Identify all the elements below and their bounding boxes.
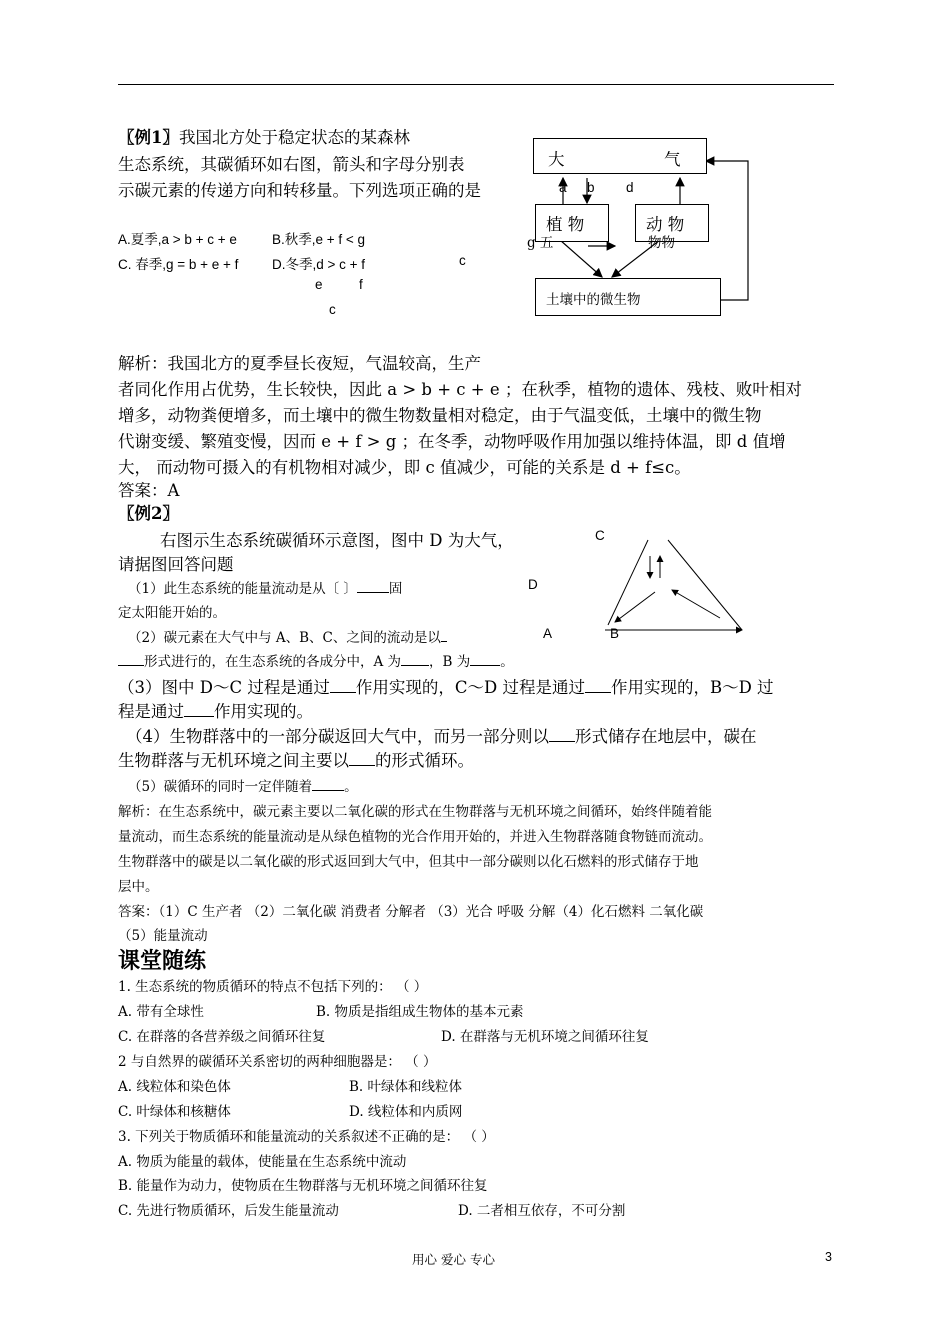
atmosphere-label-left: 大 bbox=[548, 150, 565, 169]
practice-q2-option-c: C. 叶绿体和核糖体 bbox=[118, 1104, 231, 1120]
atmosphere-label-right: 气 bbox=[664, 150, 681, 169]
practice-q2-option-d: D. 线粒体和内质网 bbox=[349, 1104, 463, 1120]
plant-label: 植 物 bbox=[546, 215, 585, 234]
practice-q3: 3. 下列关于物质循环和能量流动的关系叙述不正确的是： （ ） bbox=[118, 1129, 495, 1145]
practice-q2-option-a: A. 线粒体和染色体 bbox=[118, 1079, 231, 1095]
example2-analysis-3: 生物群落中的碳是以二氧化碳的形式返回到大气中，但其中一部分碳则以化石燃料的形式储存于地 bbox=[118, 854, 699, 870]
practice-q2-option-b: B. 叶绿体和线粒体 bbox=[349, 1079, 463, 1095]
q2-text-c: ，B 为 bbox=[429, 654, 471, 670]
example1-answer: 答案：A bbox=[118, 481, 180, 500]
practice-q1-option-a: A. 带有全球性 bbox=[118, 1004, 204, 1020]
q3-text-e: 作用实现的。 bbox=[214, 702, 313, 721]
example2-intro-1: 右图示生态系统碳循环示意图，图中 D 为大气， bbox=[160, 531, 514, 550]
practice-title: 课堂随练 bbox=[118, 949, 207, 974]
q2-text-b: 形式进行的，在生态系统的各成分中，A 为 bbox=[144, 654, 402, 670]
example1-analysis-4: 代谢变缓、繁殖变慢，因而 e + f > g ；在冬季，动物呼吸作用加强以维持体温，即 d 值增 bbox=[118, 432, 786, 451]
diagram-label-c-lower: c bbox=[329, 302, 336, 317]
q2-text-d: 。 bbox=[500, 654, 514, 670]
example2-analysis-2: 量流动，而生态系统的能量流动是从绿色植物的光合作用开始的，并进入生物群落随食物链而流动。 bbox=[118, 829, 712, 845]
q4-text-a: （4）生物群落中的一部分碳返回大气中，而另一部分则以 bbox=[126, 727, 549, 746]
diagram-label-e: e bbox=[315, 277, 323, 292]
example1-analysis-2: 者同化作用占优势，生长较快，因此 a > b + c + e ；在秋季，植物的遗体、残枝、败叶相对 bbox=[118, 380, 802, 399]
example1-option-b: B.秋季,e + f < g bbox=[272, 232, 366, 247]
practice-q3-option-d: D. 二者相互依存，不可分割 bbox=[458, 1203, 626, 1219]
q3-text-b: 作用实现的，C～D 过程是通过 bbox=[355, 678, 585, 697]
soil-label: 土壤中的微生物 bbox=[546, 292, 641, 308]
example1-option-c: C. 春季,g = b + e + f bbox=[118, 257, 239, 272]
diagram-label-d: d bbox=[626, 180, 634, 195]
example2-intro-2: 请据图回答问题 bbox=[118, 555, 234, 574]
plant-overlap-text: g 五 bbox=[527, 235, 554, 251]
example1-analysis-3: 增多，动物粪便增多，而土壤中的微生物数量相对稳定，由于气温变低，土壤中的微生物 bbox=[118, 406, 762, 425]
example1-analysis-5: 大， 而动物可摄入的有机物相对减少，即 c 值减少，可能的关系是 d + f≤c。 bbox=[118, 458, 691, 477]
q1-text: （1）此生态系统的能量流动是从〔 〕 bbox=[128, 581, 357, 597]
example1-line2: 生态系统，其碳循环如右图，箭头和字母分别表 bbox=[118, 155, 465, 174]
q2-text: （2）碳元素在大气中与 A、B、C、之间的流动是以 bbox=[128, 630, 441, 646]
example1-line3: 示碳元素的传递方向和转移量。下列选项正确的是 bbox=[118, 181, 481, 200]
diagram2-node-a: A bbox=[543, 626, 553, 641]
practice-q2: 2 与自然界的碳循环关系密切的两种细胞器是： （ ） bbox=[118, 1054, 437, 1070]
animal-label: 动 物 bbox=[646, 215, 685, 234]
q4-text-c: 生物群落与无机环境之间主要以 bbox=[118, 751, 349, 770]
animal-overlap-text: 物物 bbox=[648, 235, 675, 251]
q3-text-d: 程是通过 bbox=[118, 702, 184, 721]
example2-analysis-1: 解析：在生态系统中，碳元素主要以二氧化碳的形式在生物群落与无机环境之间循环，始终伴随着能 bbox=[118, 804, 712, 820]
q3-text-a: （3）图中 D～C 过程是通过 bbox=[118, 678, 330, 697]
diagram2-node-b: B bbox=[610, 626, 620, 641]
practice-q3-option-c: C. 先进行物质循环，后发生能量流动 bbox=[118, 1203, 339, 1219]
diagram-label-c: c bbox=[459, 253, 466, 268]
example2-heading: 〖例2〗 bbox=[118, 504, 179, 523]
example2-analysis-4: 层中。 bbox=[118, 879, 159, 895]
example1-heading: 〖例1〗 bbox=[118, 128, 179, 147]
diagram-label-a: a bbox=[559, 180, 567, 195]
q5-text-b: 。 bbox=[344, 779, 358, 795]
diagram2-node-c: C bbox=[595, 528, 605, 543]
practice-q1-option-c: C. 在群落的各营养级之间循环往复 bbox=[118, 1029, 326, 1045]
q4-text-d: 的形式循环。 bbox=[375, 751, 474, 770]
practice-q3-option-a: A. 物质为能量的载体，使能量在生态系统中流动 bbox=[118, 1154, 407, 1170]
q3-text-c: 作用实现的，B～D 过 bbox=[610, 678, 774, 697]
practice-q1: 1. 生态系统的物质循环的特点不包括下列的： （ ） bbox=[118, 979, 428, 995]
diagram-label-f: f bbox=[359, 277, 363, 292]
practice-q3-option-b: B. 能量作为动力，使物质在生物群落与无机环境之间循环往复 bbox=[118, 1178, 488, 1194]
q5-text: （5）碳循环的同时一定伴随着 bbox=[128, 779, 313, 795]
q4-text-b: 形式储存在地层中，碳在 bbox=[575, 727, 757, 746]
example2-answer-1: 答案：（1）C 生产者 （2）二氧化碳 消费者 分解者 （3）光合 呼吸 分解（4）化石燃料 二氧化碳 bbox=[118, 904, 704, 920]
diagram-label-b: b bbox=[587, 180, 595, 195]
diagram2-node-d: D bbox=[528, 577, 538, 592]
practice-q1-option-b: B. 物质是指组成生物体的基本元素 bbox=[316, 1004, 524, 1020]
example2-answer-2: （5）能量流动 bbox=[118, 928, 208, 944]
practice-q1-option-d: D. 在群落与无机环境之间循环往复 bbox=[441, 1029, 649, 1045]
example1-option-a: A.夏季,a > b + c + e bbox=[118, 232, 237, 247]
edge-c-b bbox=[668, 540, 742, 630]
example2-q1-line2: 定太阳能开始的。 bbox=[118, 605, 226, 621]
page-number: 3 bbox=[825, 1250, 832, 1264]
q1-text-b: 固 bbox=[388, 581, 403, 597]
example1-option-d: D.冬季,d > c + f bbox=[272, 257, 366, 272]
footer-motto: 用心 爱心 专心 bbox=[412, 1252, 495, 1267]
example1-line1: 我国北方处于稳定状态的某森林 bbox=[178, 128, 410, 147]
example1-analysis-1: 解析：我国北方的夏季昼长夜短，气温较高，生产 bbox=[118, 354, 481, 373]
